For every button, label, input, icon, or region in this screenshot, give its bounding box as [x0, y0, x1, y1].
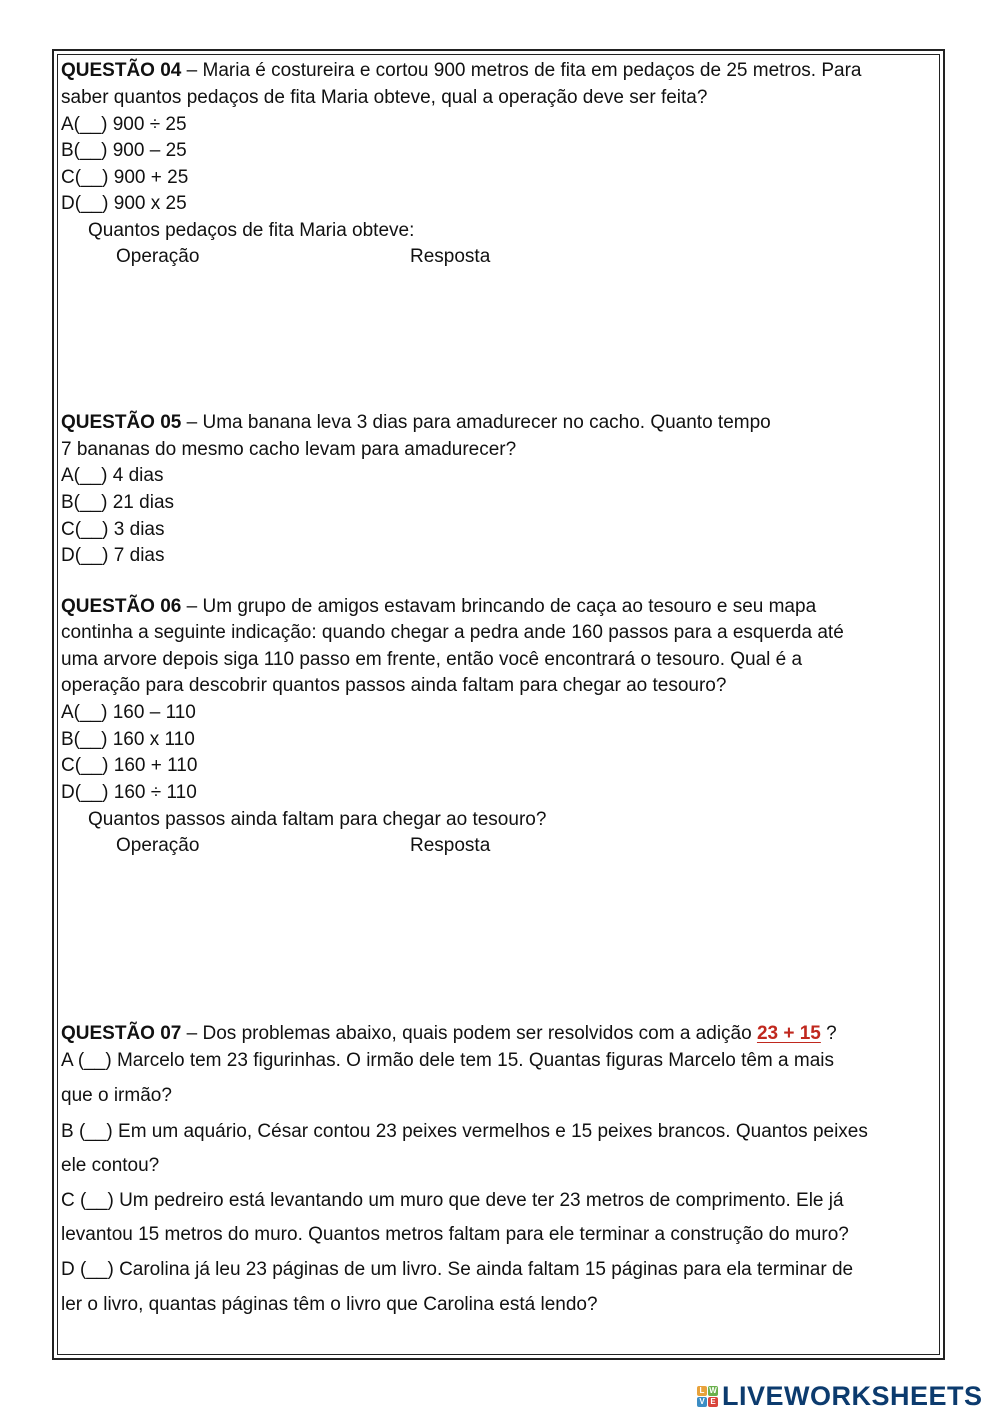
q07-option-d[interactable]: D (__) Carolina já leu 23 páginas de um livro. Se ainda faltam 15 páginas para ela terminar de [61, 1259, 854, 1280]
q06-prompt: Quantos passos ainda faltam para chegar ao tesouro? [88, 809, 547, 830]
liveworksheets-logo[interactable] [697, 1381, 983, 1411]
logo-tile-4: E [708, 1397, 718, 1407]
q06-statement-line1 [61, 596, 816, 618]
q07-highlight-sum: 23 + 15 [756, 1023, 821, 1044]
q07-option-d-cont: ler o livro, quantas páginas têm o livro que Carolina está lendo? [61, 1294, 598, 1315]
q07-option-c-cont: levantou 15 metros do muro. Quantos metros faltam para ele terminar a construção do muro? [61, 1224, 849, 1245]
q06-option-c[interactable]: C(__) 160 + 110 [61, 755, 198, 776]
q06-label: QUESTÃO 06 [61, 596, 182, 617]
q07-label: QUESTÃO 07 [61, 1023, 182, 1044]
q05-label: QUESTÃO 05 [61, 412, 182, 433]
q06-answer-label: Resposta [410, 835, 491, 856]
liveworksheets-logo-text: LIVEWORKSHEETS [722, 1380, 983, 1411]
q07-option-b-cont: ele contou? [61, 1155, 160, 1176]
q05-option-c[interactable]: C(__) 3 dias [61, 519, 165, 540]
q06-statement-line2: continha a seguinte indicação: quando chegar a pedra ande 160 passos para a esquerda até [61, 622, 844, 643]
q04-operation-label: Operação [116, 246, 200, 267]
q05-option-a[interactable]: A(__) 4 dias [61, 465, 164, 486]
q04-option-c[interactable]: C(__) 900 + 25 [61, 167, 189, 188]
q05-statement-line2: 7 bananas do mesmo cacho levam para amadurecer? [61, 439, 517, 460]
q04-option-a[interactable]: A(__) 900 ÷ 25 [61, 114, 187, 135]
q04-text1: – Maria é costureira e cortou 900 metros de fita em pedaços de 25 metros. Para [181, 60, 862, 81]
q04-label: QUESTÃO 04 [61, 60, 182, 81]
q06-statement-line4: operação para descobrir quantos passos ainda faltam para chegar ao tesouro? [61, 675, 727, 696]
q06-statement-line3: uma arvore depois siga 110 passo em frente, então você encontrará o tesouro. Qual é a [61, 649, 803, 670]
q07-option-a-cont: que o irmão? [61, 1085, 172, 1106]
q05-statement-line1 [61, 412, 771, 434]
q07-statement-line1 [61, 1023, 837, 1045]
q07-option-c[interactable]: C (__) Um pedreiro está levantando um muro que deve ter 23 metros de comprimento. Ele já [61, 1190, 844, 1211]
q07-option-a[interactable]: A (__) Marcelo tem 23 figurinhas. O irmão dele tem 15. Quantas figuras Marcelo têm a mais [61, 1050, 834, 1071]
q06-option-b[interactable]: B(__) 160 x 110 [61, 729, 195, 750]
q05-option-d[interactable]: D(__) 7 dias [61, 545, 165, 566]
q06-text1: – Um grupo de amigos estavam brincando de caça ao tesouro e seu mapa [181, 596, 817, 617]
q04-statement-line2: saber quantos pedaços de fita Maria obteve, qual a operação deve ser feita? [61, 87, 708, 108]
q05-text1: – Uma banana leva 3 dias para amadurecer no cacho. Quanto tempo [181, 412, 771, 433]
q07-text1-end: ? [820, 1023, 837, 1044]
logo-tile-1: L [697, 1386, 707, 1396]
q07-text1: – Dos problemas abaixo, quais podem ser resolvidos com a adição [181, 1023, 757, 1044]
q07-option-b[interactable]: B (__) Em um aquário, César contou 23 peixes vermelhos e 15 peixes brancos. Quantos peixes [61, 1121, 868, 1142]
logo-tile-2: W [709, 1386, 717, 1395]
q04-answer-label: Resposta [410, 246, 491, 267]
liveworksheets-logo-icon [697, 1386, 718, 1407]
q05-option-b[interactable]: B(__) 21 dias [61, 492, 175, 513]
q04-prompt: Quantos pedaços de fita Maria obteve: [88, 220, 415, 241]
q06-option-d[interactable]: D(__) 160 ÷ 110 [61, 782, 197, 803]
q06-option-a[interactable]: A(__) 160 – 110 [61, 702, 196, 723]
q04-statement-line1 [61, 60, 862, 82]
q06-operation-label: Operação [116, 835, 200, 856]
logo-tile-3: V [697, 1397, 707, 1407]
q04-option-d[interactable]: D(__) 900 x 25 [61, 193, 187, 214]
q04-option-b[interactable]: B(__) 900 – 25 [61, 140, 187, 161]
